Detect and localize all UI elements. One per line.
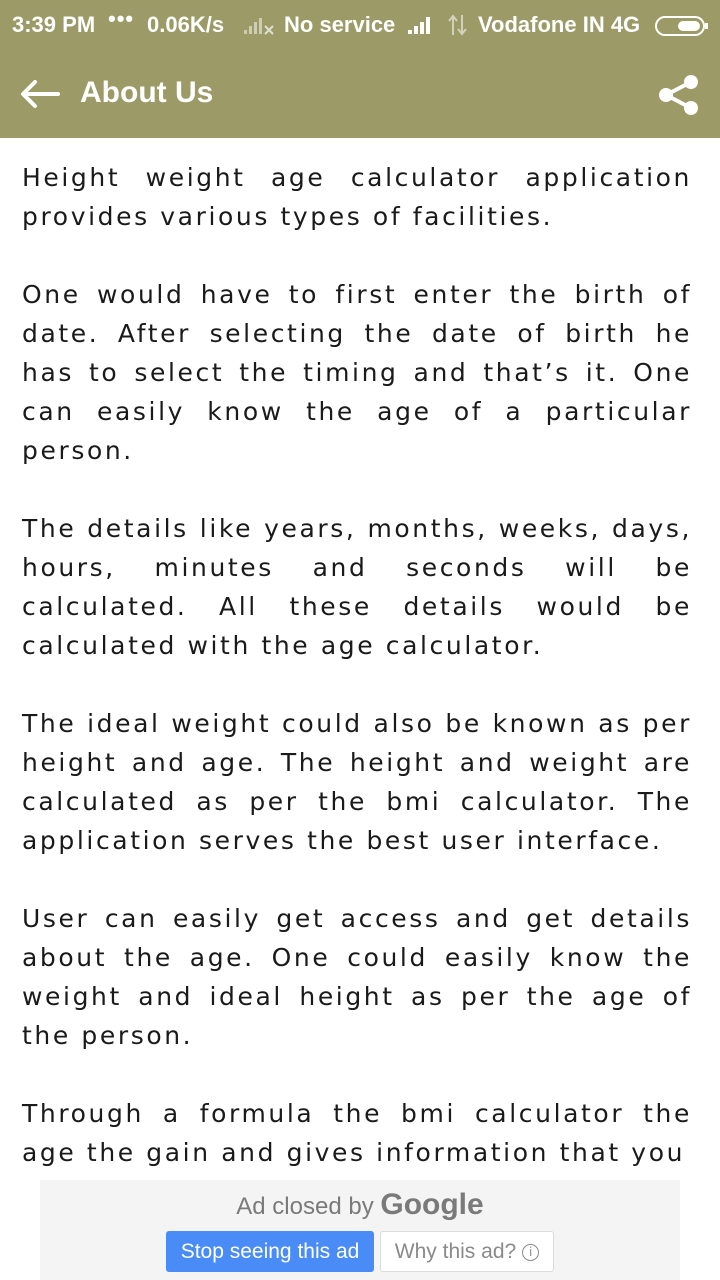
status-time: 3:39 PM <box>12 12 96 37</box>
page-title: About Us <box>80 76 214 109</box>
ad-closed-label <box>40 1188 680 1222</box>
status-dots: ••• <box>108 6 135 31</box>
paragraph: Through a formula the bmi calculator the age the gain and gives information that you <box>22 1099 692 1167</box>
signal-icon <box>406 14 438 42</box>
share-button[interactable] <box>656 74 702 116</box>
ad-closed-text: Ad closed by <box>236 1193 374 1220</box>
status-network-speed: 0.06K/s <box>147 12 225 37</box>
status-bar <box>0 0 720 50</box>
data-arrows-icon <box>447 13 469 43</box>
why-this-ad-label: Why this ad? <box>394 1240 517 1263</box>
about-content[interactable] <box>0 138 720 1180</box>
battery-icon <box>655 16 709 42</box>
paragraph: Height weight age calculator application provides various types of facilities. <box>22 163 692 231</box>
signal-x-icon <box>242 14 276 42</box>
app-bar <box>0 50 720 138</box>
paragraph: The ideal weight could also be known as per height and age. The height and weight are calculated as per the bmi calculator. The application serves the best user interface. <box>22 709 692 855</box>
ad-panel <box>40 1180 680 1280</box>
status-carrier: Vodafone IN 4G <box>478 12 641 37</box>
back-button[interactable] <box>18 76 62 112</box>
paragraph: User can easily get access and get details about the age. One could easily know the weight and ideal height as per the age of the person. <box>22 904 692 1050</box>
info-icon: i <box>522 1244 539 1261</box>
google-logo: Google <box>380 1188 484 1221</box>
stop-seeing-ad-button[interactable]: Stop seeing this ad <box>166 1231 374 1272</box>
arrow-left-icon <box>18 76 62 112</box>
paragraph: One would have to first enter the birth of date. After selecting the date of birth he has to select the timing and that’s it. One can easily know the age of a particular person. <box>22 280 692 465</box>
paragraph: The details like years, months, weeks, days, hours, minutes and seconds will be calculated. All these details would be calculated with the age calculator. <box>22 514 692 660</box>
why-this-ad-button[interactable] <box>380 1231 554 1272</box>
status-no-service: No service <box>284 12 396 37</box>
share-icon <box>656 74 702 116</box>
